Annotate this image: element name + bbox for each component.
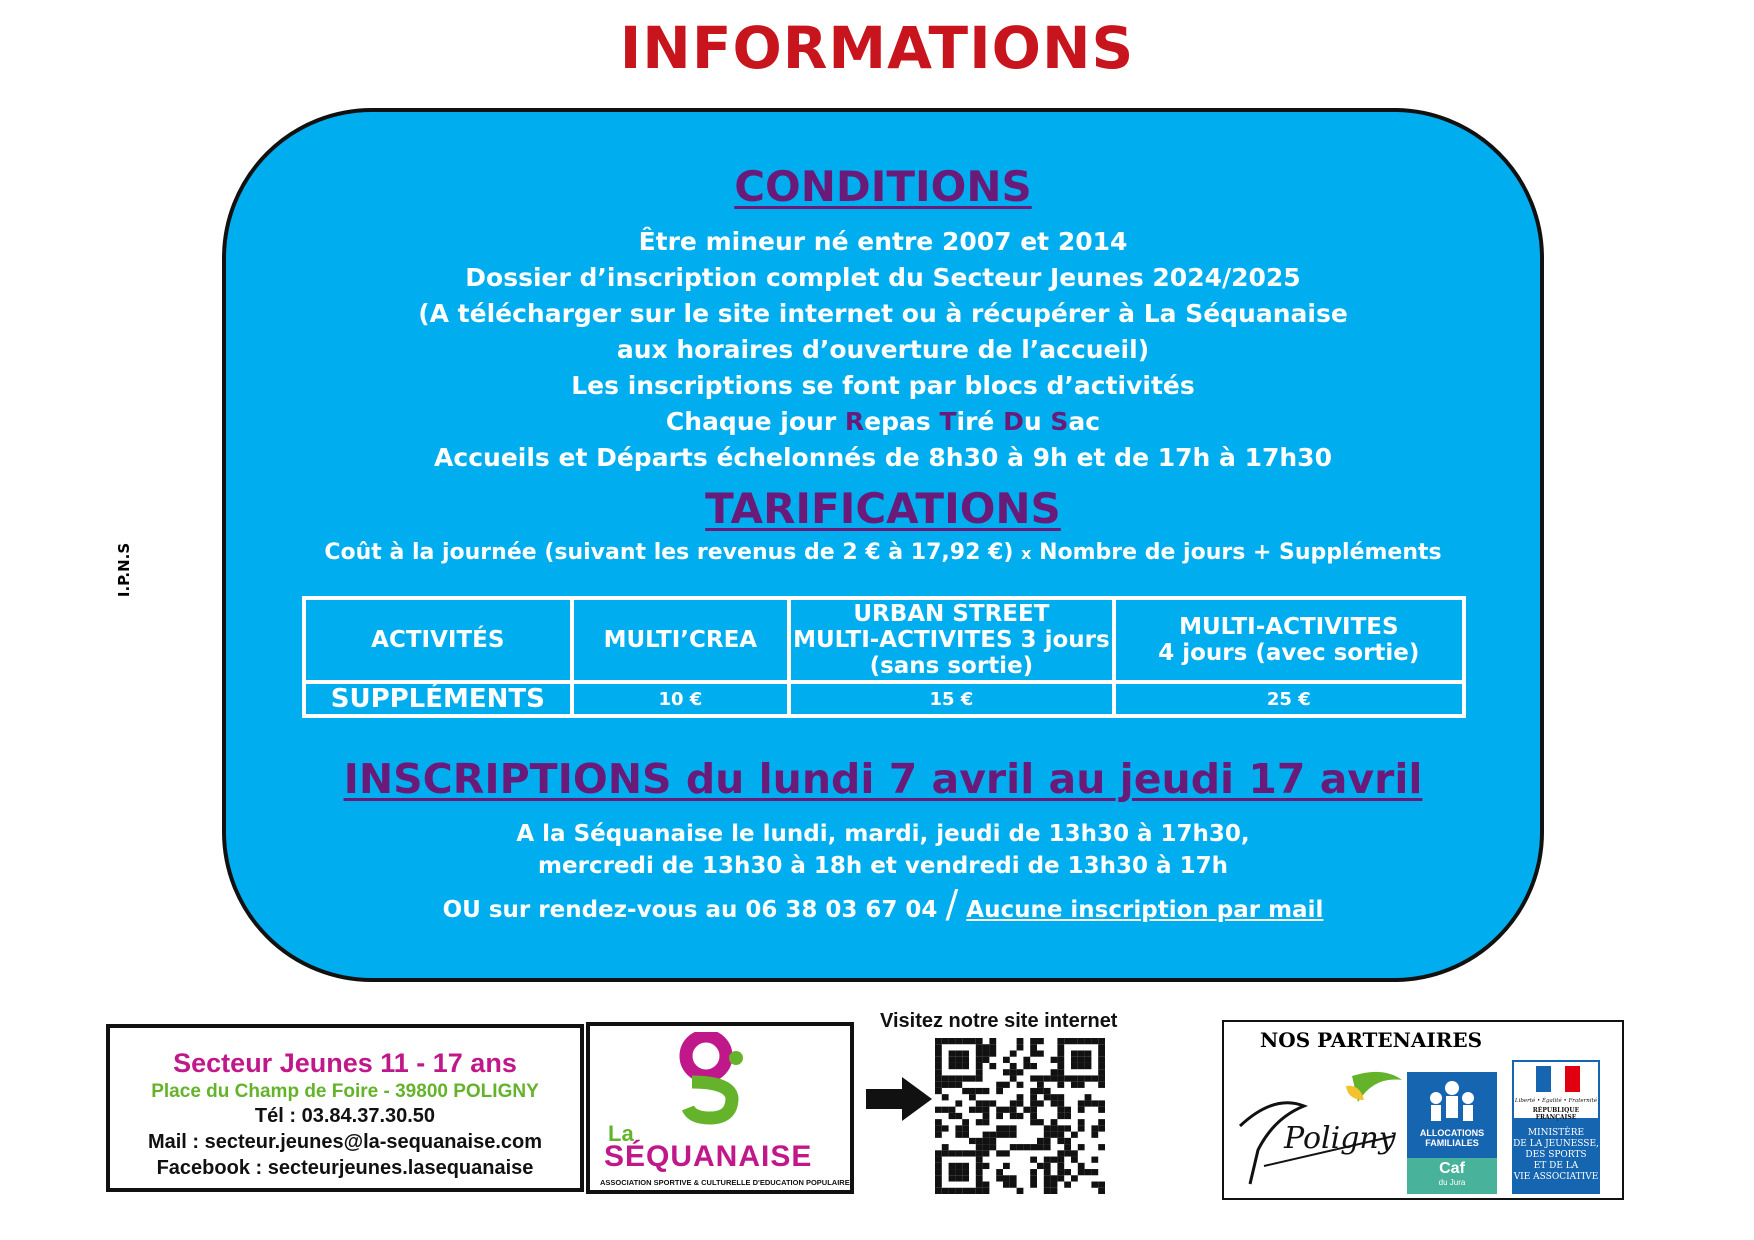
hours-line-1: A la Séquanaise le lundi, mardi, jeudi de 13h30 à 17h30, — [516, 821, 1250, 847]
page-title: INFORMATIONS — [619, 14, 1135, 82]
french-flag-icon — [1536, 1066, 1580, 1092]
repas-cap-t: T — [939, 407, 957, 436]
caf-logo — [1407, 1072, 1497, 1194]
caf-name: Caf — [1439, 1160, 1465, 1177]
logo-subtitle: ASSOCIATION SPORTIVE & CULTURELLE D'EDUCATION POPULAIRE — [600, 1178, 850, 1187]
header-multi-l2: 4 jours (avec sortie) — [1158, 640, 1420, 666]
repas-cap-r: R — [844, 407, 865, 436]
info-panel — [222, 108, 1544, 982]
tarifications-heading: TARIFICATIONS — [705, 484, 1061, 533]
header-multi-activites — [1114, 598, 1464, 682]
row-supplements-label: SUPPLÉMENTS — [304, 682, 572, 716]
ministry-l3: DES SPORTS — [1525, 1150, 1587, 1160]
condition-line: Dossier d’inscription complet du Secteur Jeunes 2024/2025 — [465, 263, 1301, 292]
ministry-logo — [1512, 1060, 1600, 1194]
supplement-multi-activites: 25 € — [1114, 682, 1464, 716]
repas-line — [226, 404, 1540, 440]
cost-suffix: Nombre de jours + Suppléments — [1039, 540, 1442, 565]
logo-la: La — [608, 1121, 634, 1146]
header-urban-l3: (sans sortie) — [869, 653, 1034, 679]
contact-tel: Tél : 03.84.37.30.50 — [254, 1105, 436, 1127]
repas-rest-4: ac — [1068, 407, 1101, 436]
arrow-right-icon — [866, 1077, 932, 1121]
condition-line: (A télécharger sur le site internet ou à récupérer à La Séquanaise — [418, 299, 1348, 328]
header-activites: ACTIVITÉS — [304, 598, 572, 682]
partners-title: NOS PARTENAIRES — [1260, 1028, 1483, 1052]
contact-mail[interactable]: Mail : secteur.jeunes@la-sequanaise.com — [147, 1131, 543, 1153]
repas-rest-1: epas — [864, 407, 940, 436]
contact-facebook[interactable]: Facebook : secteurjeunes.lasequanaise — [156, 1157, 534, 1179]
no-mail-notice: Aucune inscription par mail — [966, 897, 1324, 923]
header-urban-l1: URBAN STREET — [853, 601, 1050, 627]
ministry-text — [1512, 1128, 1600, 1183]
repas-cap-s: S — [1050, 407, 1069, 436]
condition-line: aux horaires d’ouverture de l’accueil) — [616, 335, 1150, 364]
website-label: Visitez notre site internet — [880, 1010, 1118, 1032]
qr-code-icon[interactable] — [935, 1038, 1105, 1194]
inscriptions-heading: INSCRIPTIONS du lundi 7 avril au jeudi 17 avril — [343, 755, 1423, 803]
accueil-line: Accueils et Départs échelonnés de 8h30 à 9h et de 17h à 17h30 — [434, 443, 1332, 472]
condition-line: Les inscriptions se font par blocs d’activités — [571, 371, 1195, 400]
caf-bottom — [1407, 1158, 1497, 1194]
separator-slash: / — [945, 882, 959, 926]
condition-line: Être mineur né entre 2007 et 2014 — [638, 227, 1128, 256]
cost-formula — [226, 540, 1540, 565]
contact-address: Place du Champ de Foire - 39800 POLIGNY — [151, 1081, 539, 1102]
ministry-top — [1514, 1062, 1598, 1121]
ministry-l5: VIE ASSOCIATIVE — [1513, 1172, 1599, 1182]
caf-family-icon — [1422, 1078, 1482, 1126]
inscriptions-hours — [226, 818, 1540, 882]
header-multi-l1: MULTI-ACTIVITES — [1179, 614, 1399, 640]
supplement-multicrea: 10 € — [572, 682, 790, 716]
rdv-line — [226, 882, 1540, 926]
conditions-heading: CONDITIONS — [734, 162, 1032, 211]
sequanaise-logo — [586, 1022, 854, 1194]
supplement-urban-street: 15 € — [789, 682, 1114, 716]
contact-title: Secteur Jeunes 11 - 17 ans — [173, 1048, 517, 1078]
header-multicrea: MULTI’CREA — [572, 598, 790, 682]
cost-text: Coût à la journée (suivant les revenus de 2 € à 17,92 €) — [324, 540, 1014, 565]
rdv-phone: OU sur rendez-vous au 06 38 03 67 04 — [442, 897, 938, 923]
repas-rest-3: u — [1023, 407, 1051, 436]
ministry-l1: MINISTÈRE — [1527, 1128, 1585, 1138]
times-sign: x — [1021, 544, 1032, 563]
partners-box — [1222, 1020, 1624, 1200]
repas-cap-d: D — [1003, 407, 1024, 436]
logo-name: SÉQUANAISE — [604, 1140, 813, 1173]
ministry-motto: Liberté • Égalité • Fraternité — [1514, 1098, 1598, 1104]
ministry-l2: DE LA JEUNESSE, — [1513, 1139, 1599, 1149]
header-urban-l2: MULTI-ACTIVITES 3 jours — [793, 627, 1110, 653]
header-urban-street — [789, 598, 1114, 682]
caf-sub: du Jura — [1438, 1178, 1466, 1187]
ministry-republique: RÉPUBLIQUE FRANÇAISE — [1532, 1107, 1580, 1121]
price-table — [302, 596, 1466, 718]
hours-line-2: mercredi de 13h30 à 18h et vendredi de 13h30 à 17h — [538, 853, 1228, 879]
ministry-l4: ET DE LA — [1533, 1161, 1579, 1171]
ipns-label: I.P.N.S — [115, 542, 133, 598]
caf-line2: FAMILIALES — [1425, 1138, 1479, 1148]
repas-rest-2: iré — [956, 407, 1004, 436]
logo-s-icon — [670, 1032, 790, 1132]
conditions-list — [226, 224, 1540, 476]
poligny-logo-icon — [1234, 1066, 1404, 1186]
repas-prefix: Chaque jour — [665, 407, 845, 436]
contact-box — [106, 1024, 584, 1192]
caf-line1: ALLOCATIONS — [1419, 1128, 1485, 1138]
poligny-text: Poligny — [1284, 1121, 1396, 1156]
